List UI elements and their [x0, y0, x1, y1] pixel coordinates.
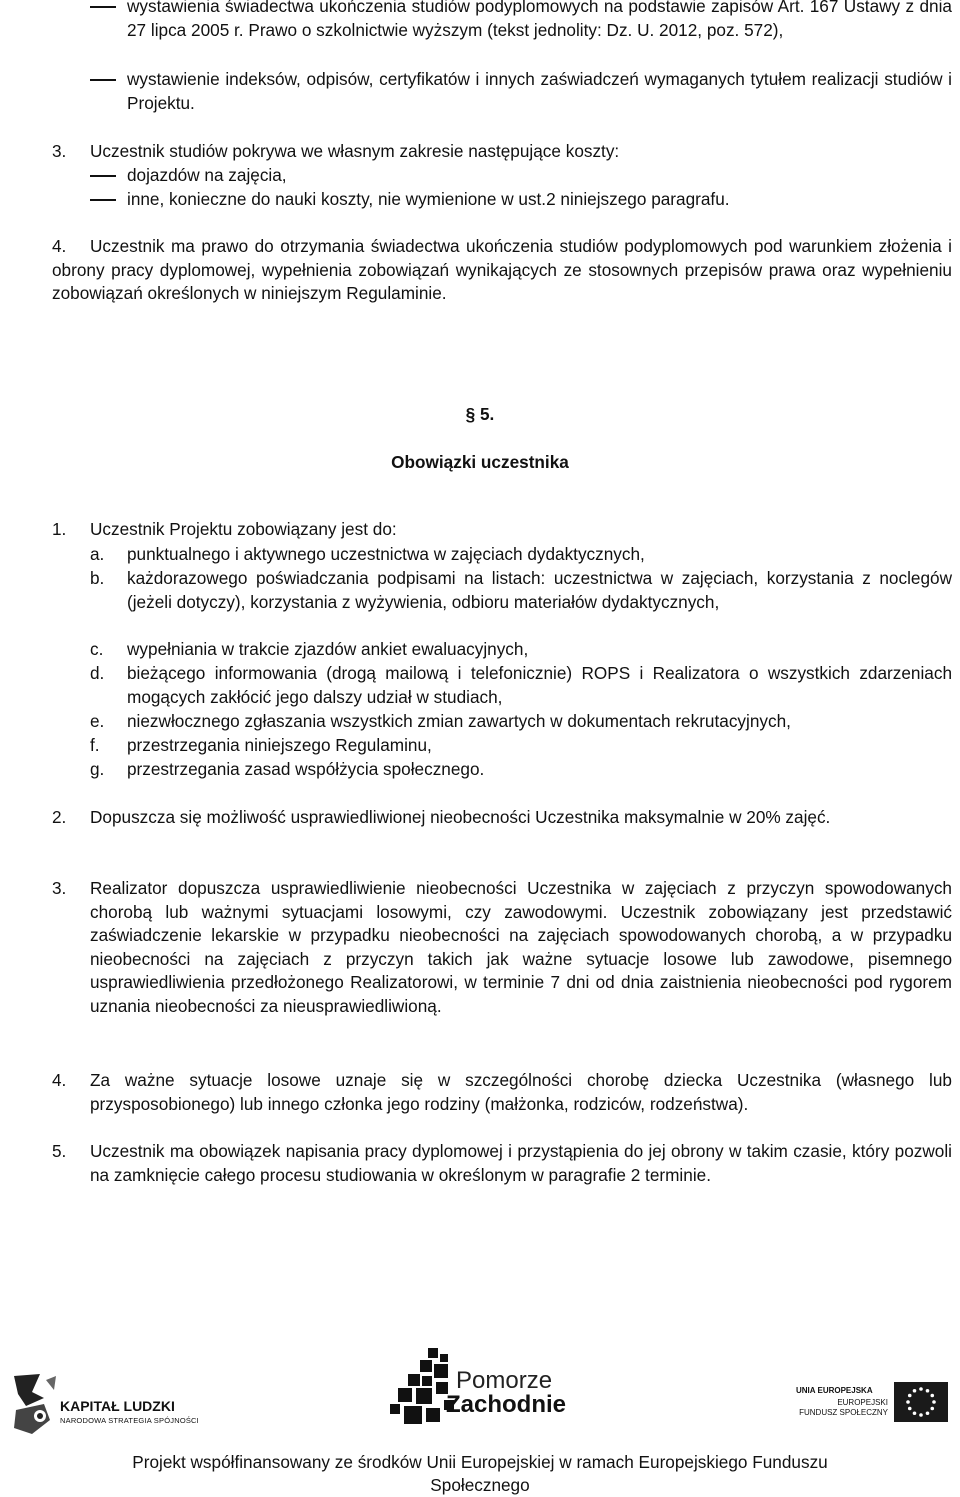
list-item-text: niezwłocznego zgłaszania wszystkich zmian zawartych w dokumentach rekrutacyjnych,	[127, 711, 791, 731]
list-letter: a.	[90, 544, 105, 564]
list-item	[90, 758, 952, 782]
list-item	[90, 0, 952, 42]
list-letter: f.	[90, 735, 100, 755]
paragraph-text: Za ważne sytuacje losowe uznaje się w szczególności chorobę dziecka Uczestnika (własnego lub przysposobionego) lub innego członka jego rodziny (małżonka, rodziców, rodzeństwa).	[90, 1070, 952, 1114]
eu-star	[908, 1407, 912, 1411]
paragraph-number: 3.	[52, 878, 67, 898]
dash-bullet	[90, 79, 116, 81]
zachodnie-title: Zachodnie	[446, 1391, 567, 1418]
list-item	[90, 638, 952, 662]
list-item-text: przestrzegania niniejszego Regulaminu,	[127, 735, 432, 755]
list-item	[90, 68, 952, 115]
eu-star	[930, 1394, 934, 1398]
list-item	[90, 164, 952, 188]
paragraph-text: Realizator dopuszcza usprawiedliwienie nieobecności Uczestnika w zajęciach z przyczyn spowodowanych chorobą lub ważnymi sytuacjami losowymi, czy zawodowymi. Uczestnik zobowiązany jest przedstawić zaświadczenie lekarskie w przypadku nieobecności na zajęciach spowodowanych chorobą, a w przypadku nieobecności na zajęciach z przyczyn takich jak ważne sytuacje losowe lub zawodowe, pisemnego usprawiedliwienia przedłożonego Realizatorowi, w terminie 7 dni od dnia zaistnienia nieobecności pod rygorem uznania nieobecności za nieusprawiedliwioną.	[90, 878, 952, 1016]
eu-fund-line1: EUROPEJSKI	[837, 1398, 888, 1407]
list-item	[90, 567, 952, 614]
paragraph-number: 2.	[52, 807, 67, 827]
list-item	[90, 543, 952, 567]
list-letter: d.	[90, 663, 105, 683]
paragraph-text: Uczestnik studiów pokrywa we własnym zakresie następujące koszty:	[90, 141, 620, 161]
kapital-ludzki-logo	[10, 1372, 210, 1440]
footer-line-1: Projekt współfinansowany ze środków Unii Europejskiej w ramach Europejskiego Funduszu	[132, 1452, 828, 1472]
list-item	[90, 188, 952, 212]
eu-logo	[796, 1380, 956, 1434]
pomorze-title: Pomorze	[456, 1367, 553, 1394]
paragraph-3	[52, 140, 952, 164]
dash-bullet	[90, 6, 116, 8]
dash-bullet	[90, 199, 116, 201]
eu-star	[913, 1389, 917, 1393]
eu-flag-icon	[894, 1382, 948, 1422]
list-item-text: wystawienia świadectwa ukończenia studiów podyplomowych na podstawie zapisów Art. 167 Ustawy z dnia 27 lipca 2005 r. Prawo o szkolnictwie wyższym (tekst jednolity: Dz. U. 2012, poz. 572),	[127, 0, 952, 40]
paragraph-text: Uczestnik ma prawo do otrzymania świadectwa ukończenia studiów podyplomowych pod warunkiem złożenia i obrony pracy dyplomowej, wypełnienia zobowiązań wynikających ze stosownych przepisów prawa oraz wypełnieniu zobowiązań określonych w niniejszym Regulaminie.	[52, 236, 952, 303]
kapital-ludzki-emblem-icon	[10, 1372, 60, 1440]
eu-star	[930, 1407, 934, 1411]
paragraph-2	[52, 806, 952, 830]
eu-title: UNIA EUROPEJSKA	[796, 1386, 873, 1395]
section-number: § 5.	[465, 404, 495, 424]
paragraph-5	[52, 1140, 952, 1187]
paragraph-4	[52, 235, 952, 306]
list-item-text: bieżącego informowania (drogą mailową i telefonicznie) ROPS i Realizatora o wszystkich zdarzeniach mogących zakłócić jego dalszy udział w studiach,	[127, 663, 952, 707]
list-letter: c.	[90, 639, 104, 659]
section-title: Obowiązki uczestnika	[391, 452, 569, 472]
paragraph-number: 5.	[52, 1141, 67, 1161]
paragraph-4b	[52, 1069, 952, 1116]
list-letter: e.	[90, 711, 105, 731]
list-item	[90, 710, 952, 734]
list-item	[90, 662, 952, 709]
eu-star	[913, 1411, 917, 1415]
list-item	[90, 734, 952, 758]
dash-bullet	[90, 175, 116, 177]
eu-fund-line2: FUNDUSZ SPOŁECZNY	[799, 1408, 888, 1417]
list-item-text: przestrzegania zasad współżycia społecznego.	[127, 759, 485, 779]
pomorze-zachodnie-logo	[388, 1346, 588, 1430]
paragraph-number: 3.	[52, 141, 67, 161]
eu-star	[919, 1413, 923, 1417]
eu-star	[919, 1387, 923, 1391]
list-letter: g.	[90, 759, 105, 779]
list-letter: b.	[90, 568, 105, 588]
list-item-text: wypełniania w trakcie zjazdów ankiet ewaluacyjnych,	[127, 639, 529, 659]
list-item-text: wystawienie indeksów, odpisów, certyfikatów i innych zaświadczeń wymaganych tytułem realizacji studiów i Projektu.	[127, 69, 952, 113]
list-item-text: dojazdów na zajęcia,	[127, 165, 287, 185]
eu-star	[926, 1411, 930, 1415]
kapital-ludzki-title: KAPITAŁ LUDZKI	[60, 1398, 175, 1414]
list-item-text: każdorazowego poświadczania podpisami na listach: uczestnictwa w zajęciach, korzystania z noclegów (jeżeli dotyczy), korzystania z wyżywienia, odbioru materiałów dydaktycznych,	[127, 568, 952, 612]
paragraph-number: 4.	[52, 1070, 67, 1090]
eu-star	[906, 1400, 910, 1404]
eu-star	[908, 1394, 912, 1398]
duties-intro	[52, 518, 952, 542]
paragraph-number: 1.	[52, 519, 67, 539]
paragraph-text: Dopuszcza się możliwość usprawiedliwionej nieobecności Uczestnika maksymalnie w 20% zajęć.	[90, 807, 831, 827]
paragraph-text: Uczestnik Projektu zobowiązany jest do:	[90, 519, 397, 539]
paragraph-number: 4.	[52, 236, 67, 256]
eu-star	[932, 1400, 936, 1404]
list-item-text: inne, konieczne do nauki koszty, nie wymienione w ust.2 niniejszego paragrafu.	[127, 189, 730, 209]
paragraph-3b	[52, 877, 952, 1018]
kapital-ludzki-subtitle: NARODOWA STRATEGIA SPÓJNOŚCI	[60, 1416, 199, 1425]
footer-line-2: Społecznego	[430, 1475, 530, 1495]
paragraph-text: Uczestnik ma obowiązek napisania pracy dyplomowej i przystąpienia do jej obrony w takim czasie, który pozwoli na zamknięcie całego procesu studiowania w określonym w paragrafie 2 terminie.	[90, 1141, 952, 1185]
eu-star	[926, 1389, 930, 1393]
list-item-text: punktualnego i aktywnego uczestnictwa w zajęciach dydaktycznych,	[127, 544, 645, 564]
paragraph-text-wrapper	[52, 235, 952, 306]
